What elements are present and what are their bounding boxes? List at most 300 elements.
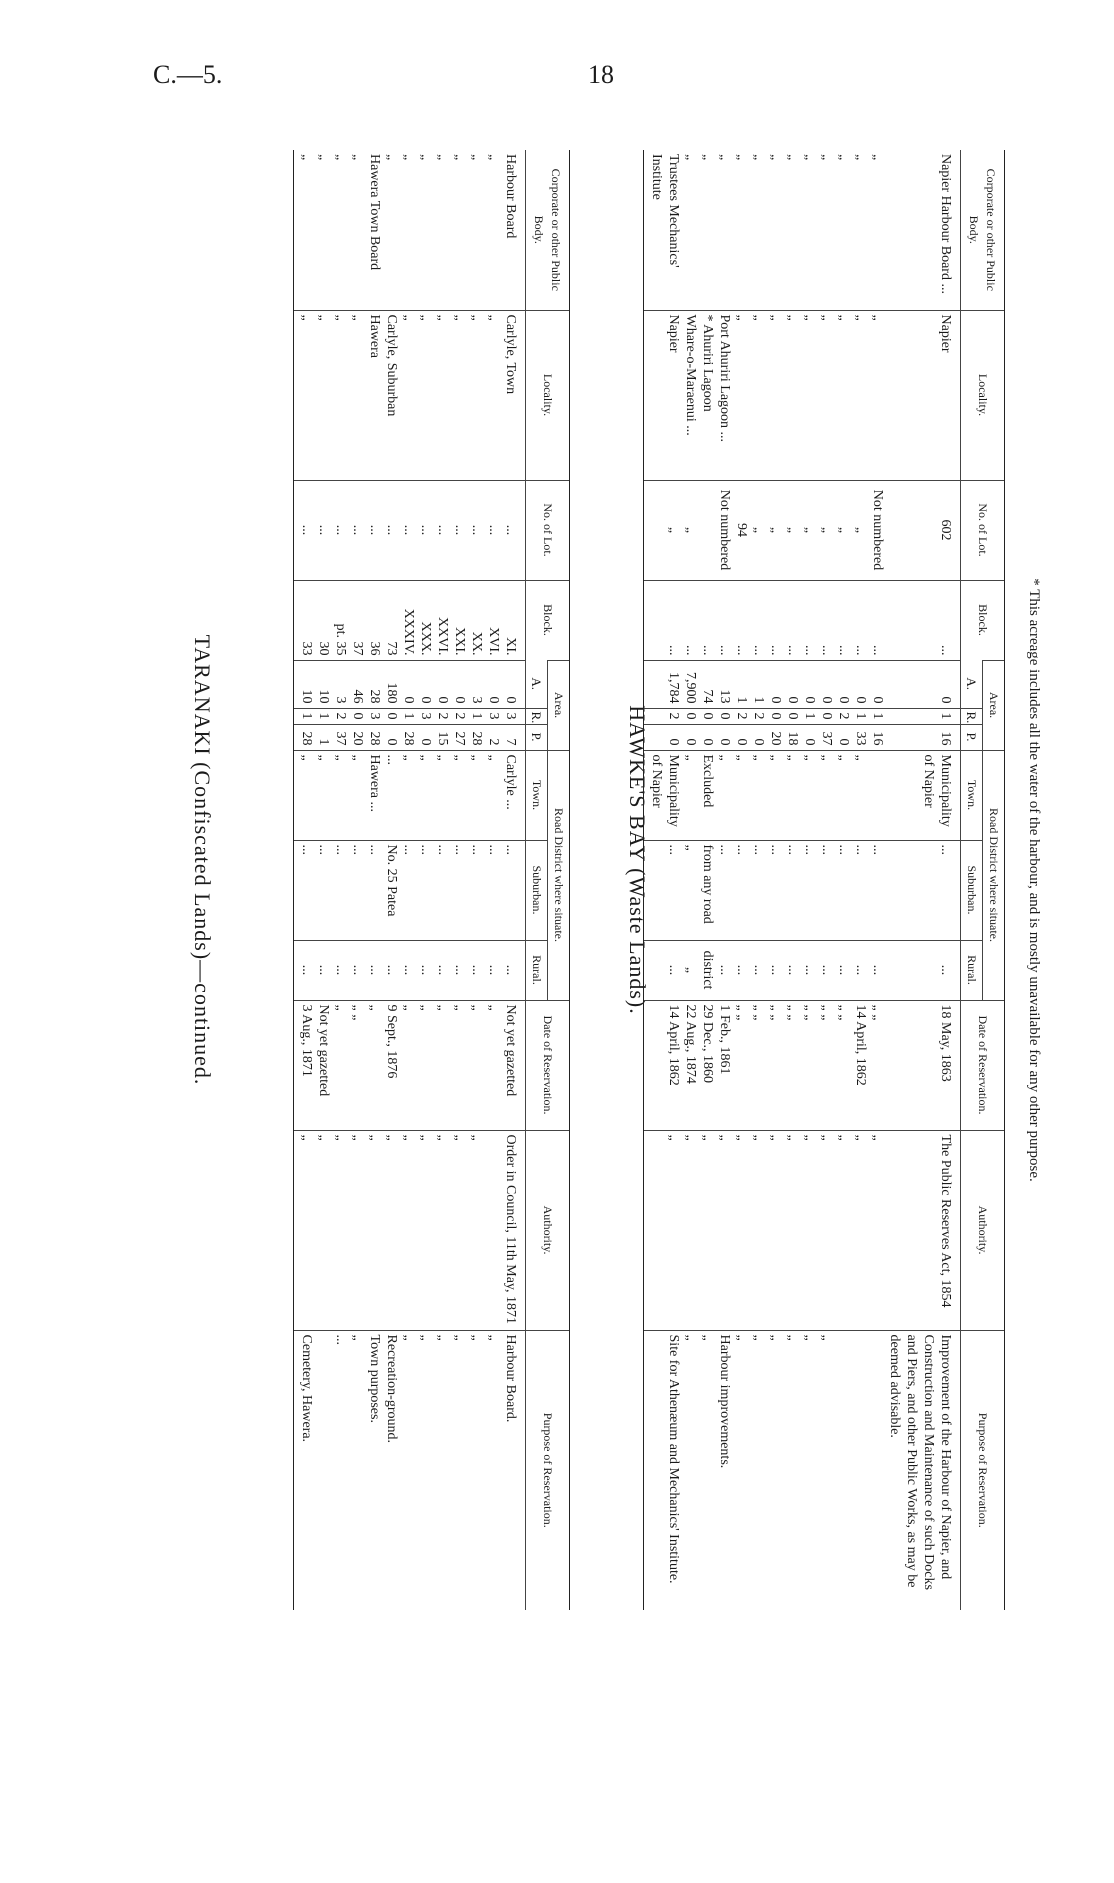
col-header-body: Corporate or other Public Body. [526,150,570,310]
table-row [400,150,417,1610]
cell-perches: 33 [852,724,869,750]
cell-block: ... [716,580,733,660]
cell-suburban: ... [366,840,383,940]
cell-purpose: Improvement of the Harbour of Napier, and Construction and Maintenance of such Docks and Piers, and other Public Works, as may be deemed advisable. [886,1330,961,1610]
cell-roods: 2 [750,708,767,724]
page-header-left: C.—5. [153,60,223,89]
cell-suburban: ... [417,840,434,940]
cell-purpose: „ [699,1330,716,1610]
table-body [644,150,961,1610]
cell-perches: 28 [366,724,383,750]
cell-purpose: Harbour improvements. [716,1330,733,1610]
cell-locality: „ [869,310,886,480]
cell-locality: „ [434,310,451,480]
cell-lot: ... [400,480,417,580]
table-row [315,150,332,1610]
cell-locality: Hawera [366,310,383,480]
col-header-authority: Authority. [526,1130,570,1330]
cell-rural: ... [332,940,349,1000]
cell-rural: „ [682,940,699,1000]
cell-date: „ [451,1000,468,1130]
table-row [784,150,801,1610]
cell-body: „ [452,154,467,161]
cell-purpose: Town purposes. [366,1330,383,1610]
cell-locality: „ [468,310,485,480]
cell-body: „ [333,154,348,161]
cell-town: Carlyle ... [502,750,526,840]
cell-authority: „ [434,1130,451,1330]
cell-lot: ... [417,480,434,580]
cell-date: „ [366,1000,383,1130]
cell-acres: 13 [716,660,733,708]
cell-perches: 0 [733,724,750,750]
table-row [644,150,683,1610]
cell-acres: 0 [852,660,869,708]
cell-perches: 15 [434,724,451,750]
cell-locality: Napier [886,310,961,480]
cell-authority: „ [682,1130,699,1330]
table-row [886,150,961,1610]
cell-acres: 1 [750,660,767,708]
cell-block: ... [767,580,784,660]
cell-suburban: ... [784,840,801,940]
cell-purpose: Recreation-ground. [383,1330,400,1610]
cell-suburban: ... [767,840,784,940]
cell-town: „ [733,750,750,840]
cell-rural: ... [784,940,801,1000]
cell-rural: ... [451,940,468,1000]
cell-date: „ [485,1000,502,1130]
cell-perches: 7 [502,724,526,750]
cell-block: ... [835,580,852,660]
table-row [502,150,526,1610]
cell-body: „ [819,154,834,161]
cell-authority: „ [767,1130,784,1330]
cell-purpose: „ [784,1330,801,1610]
cell-authority: „ [468,1130,485,1330]
cell-roods: 2 [733,708,750,724]
cell-body: Napier Harbour Board ... [938,154,953,294]
cell-purpose: „ [801,1330,818,1610]
header-row [548,150,570,1610]
table-row [835,150,852,1610]
cell-town: „ [716,750,733,840]
col-header-rural: Rural. [526,940,548,1000]
cell-date: 1 Feb., 1861 [716,1000,733,1130]
cell-purpose: „ [733,1330,750,1610]
footnote: * This acreage includes all the water of the harbour, and is mostly unavailable for any other purpose. [1026,578,1042,1182]
cell-town: „ [400,750,417,840]
cell-block: ... [733,580,750,660]
cell-suburban: ... [485,840,502,940]
cell-perches: 20 [349,724,366,750]
cell-acres: 0 [502,660,526,708]
cell-town [869,750,886,840]
table-row [417,150,434,1610]
cell-block: 30 [315,580,332,660]
cell-roods: 1 [886,708,961,724]
cell-town: Hawera ... [366,750,383,840]
cell-date: „ [400,1000,417,1130]
table-header [526,150,570,1610]
cell-locality: „ [733,310,750,480]
cell-rural: ... [852,940,869,1000]
cell-authority: „ [716,1130,733,1330]
cell-body: „ [700,154,715,161]
cell-lot: ... [294,480,316,580]
cell-acres: 0 [400,660,417,708]
col-header-suburban: Suburban. [526,840,548,940]
cell-rural: ... [485,940,502,1000]
cell-suburban: from any road [699,840,716,940]
cell-town: „ [801,750,818,840]
col-header-road-district: Road District where situate. [548,750,570,1000]
col-header-area: Area. [983,660,1005,750]
cell-locality: „ [485,310,502,480]
cell-authority: The Public Reserves Act, 1854 [886,1130,961,1330]
cell-lot: „ [682,480,699,580]
cell-roods: 1 [852,708,869,724]
cell-body: „ [350,154,365,161]
header-row [983,150,1005,1610]
cell-body: „ [418,154,433,161]
cell-date: „ „ [349,1000,366,1130]
cell-town: „ [835,750,852,840]
cell-locality: Carlyle, Town [502,310,526,480]
cell-town: „ [468,750,485,840]
cell-suburban: No. 25 Patea [383,840,400,940]
cell-acres: 0 [869,660,886,708]
cell-lot: „ [767,480,784,580]
col-header-body: Corporate or other Public Body. [961,150,1005,310]
cell-date: „ „ [733,1000,750,1130]
cell-roods: 0 [682,708,699,724]
cell-body: „ [294,150,316,310]
cell-suburban: ... [502,840,526,940]
cell-purpose [315,1330,332,1610]
cell-rural: ... [716,940,733,1000]
table-row [383,150,400,1610]
cell-rural: ... [400,940,417,1000]
cell-town: Excluded [699,750,716,840]
cell-perches: 28 [400,724,417,750]
cell-date: „ [332,1000,349,1130]
cell-locality: „ [332,310,349,480]
col-header-suburban: Suburban. [961,840,983,940]
cell-authority: „ [733,1130,750,1330]
cell-perches: 28 [294,724,316,750]
cell-rural: ... [417,940,434,1000]
cell-locality: „ [417,310,434,480]
cell-lot: ... [485,480,502,580]
cell-block: ... [869,580,886,660]
col-header-acres: A. [961,660,983,708]
cell-body: „ [316,154,331,161]
cell-roods: 0 [699,708,716,724]
cell-perches: 37 [332,724,349,750]
cell-date: 9 Sept., 1876 [383,1000,400,1130]
table-row [869,150,886,1610]
cell-block: ... [818,580,835,660]
cell-perches: 0 [383,724,400,750]
cell-lot: ... [434,480,451,580]
cell-block: ... [852,580,869,660]
cell-locality: Whare-o-Maraenui ... [682,310,699,480]
cell-rural: ... [366,940,383,1000]
cell-purpose: „ [485,1330,502,1610]
section-title-hawkes-bay: HAWKE'S BAY (Waste Lands). [625,705,650,1015]
cell-lot: 602 [886,480,961,580]
cell-authority: „ [383,1130,400,1330]
cell-rural: ... [315,940,332,1000]
table-body [294,150,526,1610]
cell-town: „ [451,750,468,840]
cell-suburban: ... [835,840,852,940]
cell-authority: „ [818,1130,835,1330]
cell-lot: „ [750,480,767,580]
cell-perches: 0 [750,724,767,750]
hawkes-bay-table [643,150,1005,1610]
cell-acres: 7,900 [682,660,699,708]
cell-roods: 0 [818,708,835,724]
cell-perches: 0 [835,724,852,750]
cell-acres: 10 [315,660,332,708]
cell-rural: ... [294,940,316,1000]
table-row [468,150,485,1610]
cell-acres: 46 [349,660,366,708]
cell-lot: „ [835,480,852,580]
cell-block: ... [784,580,801,660]
cell-authority: „ [784,1130,801,1330]
cell-lot: ... [332,480,349,580]
cell-lot: ... [502,480,526,580]
cell-body: „ [384,154,399,161]
cell-body: „ [870,154,885,161]
col-header-purpose: Purpose of Reservation. [961,1330,1005,1610]
cell-body: „ [768,154,783,161]
cell-body: „ [486,154,501,161]
cell-block: ... [682,580,699,660]
cell-body: Harbour Board [503,154,518,239]
cell-purpose: Site for Athenæum and Mechanics' Institute. [644,1330,683,1610]
cell-date: „ „ [835,1000,852,1130]
cell-block: 36 [366,580,383,660]
cell-lot: „ [801,480,818,580]
cell-acres: 1 [733,660,750,708]
cell-perches: 27 [451,724,468,750]
cell-authority: „ [400,1130,417,1330]
cell-suburban: ... [750,840,767,940]
cell-roods: 1 [468,708,485,724]
cell-perches: 0 [716,724,733,750]
col-header-rural: Rural. [961,940,983,1000]
table-row [852,150,869,1610]
cell-date: „ „ [869,1000,886,1130]
cell-date: „ [468,1000,485,1130]
cell-perches: 0 [644,724,683,750]
cell-purpose: „ [434,1330,451,1610]
cell-date: „ „ [750,1000,767,1130]
cell-locality: „ [801,310,818,480]
col-header-roods: R. [526,708,548,724]
cell-body: „ [401,154,416,161]
cell-body: „ [734,154,749,161]
cell-rural: ... [468,940,485,1000]
cell-date: 14 April, 1862 [852,1000,869,1130]
cell-acres: 0 [485,660,502,708]
cell-date: 14 April, 1862 [644,1000,683,1130]
cell-purpose: „ [451,1330,468,1610]
cell-authority: „ [315,1130,332,1330]
cell-date: „ „ [784,1000,801,1130]
cell-locality: „ [400,310,417,480]
cell-authority: „ [801,1130,818,1330]
cell-purpose: „ [468,1330,485,1610]
cell-town: „ [750,750,767,840]
cell-acres: 0 [818,660,835,708]
cell-acres: 0 [886,660,961,708]
cell-authority: „ [699,1130,716,1330]
cell-town: „ [485,750,502,840]
cell-roods: 1 [801,708,818,724]
cell-perches: 37 [818,724,835,750]
col-header-block: Block. [961,580,1005,660]
cell-authority: „ [750,1130,767,1330]
cell-locality: „ [451,310,468,480]
cell-body: „ [435,154,450,161]
cell-town: „ [349,750,366,840]
cell-suburban: ... [349,840,366,940]
col-header-perches: P. [526,724,548,750]
cell-town: „ [852,750,869,840]
cell-suburban: ... [644,840,683,940]
cell-suburban: ... [852,840,869,940]
cell-suburban: ... [886,840,961,940]
cell-purpose: Harbour Board. [502,1330,526,1610]
cell-roods: 2 [644,708,683,724]
cell-locality: „ [835,310,852,480]
col-header-town: Town. [526,750,548,840]
cell-acres: 28 [366,660,383,708]
table-header [961,150,1005,1610]
cell-body: „ [785,154,800,161]
cell-suburban: ... [294,840,316,940]
cell-date: „ „ [818,1000,835,1130]
cell-lot: „ [784,480,801,580]
cell-lot: Not numbered [869,480,886,580]
cell-acres: 3 [332,660,349,708]
cell-rural: ... [349,940,366,1000]
cell-roods: 3 [502,708,526,724]
cell-purpose: „ [349,1330,366,1610]
table-row [767,150,784,1610]
cell-rural: ... [869,940,886,1000]
page-number: 18 [588,60,614,89]
cell-acres: 0 [434,660,451,708]
cell-body: „ [853,154,868,161]
col-header-area: Area. [548,660,570,750]
cell-lot: „ [852,480,869,580]
cell-date: „ [434,1000,451,1130]
cell-roods: 2 [451,708,468,724]
cell-suburban: ... [801,840,818,940]
cell-authority: Order in Council, 11th May, 1871 [502,1130,526,1330]
cell-perches: 0 [682,724,699,750]
cell-rural: ... [644,940,683,1000]
cell-town: „ [315,750,332,840]
cell-block: pt. 35 [332,580,349,660]
cell-suburban: ... [434,840,451,940]
cell-date: „ „ [767,1000,784,1130]
cell-town: ... [383,750,400,840]
cell-block: XVI. [485,580,502,660]
cell-roods: 3 [417,708,434,724]
cell-purpose: „ [400,1330,417,1610]
table-row [434,150,451,1610]
cell-body: „ [751,154,766,161]
cell-block: XXX. [417,580,434,660]
col-header-town: Town. [961,750,983,840]
col-header-date: Date of Reservation. [961,1000,1005,1130]
cell-suburban: ... [869,840,886,940]
cell-lot: ... [451,480,468,580]
cell-authority: „ [332,1130,349,1330]
cell-locality: Napier [644,310,683,480]
cell-rural: ... [383,940,400,1000]
cell-lot: 94 [733,480,750,580]
cell-suburban: ... [315,840,332,940]
cell-suburban: ... [332,840,349,940]
cell-purpose: Cemetery, Hawera. [294,1330,316,1610]
cell-acres: 0 [801,660,818,708]
table-row [682,150,699,1610]
cell-block: XXVI. [434,580,451,660]
cell-locality: „ [294,310,316,480]
cell-authority: „ [294,1130,316,1330]
table-row [818,150,835,1610]
cell-block: XXXIV. [400,580,417,660]
table-row [366,150,383,1610]
cell-body: Hawera Town Board [367,154,382,271]
cell-rural: ... [767,940,784,1000]
cell-roods: 0 [784,708,801,724]
cell-locality: „ [767,310,784,480]
cell-suburban: ... [818,840,835,940]
cell-suburban: ... [716,840,733,940]
cell-town: „ [682,750,699,840]
cell-town: „ [417,750,434,840]
cell-block: ... [644,580,683,660]
cell-roods: 0 [349,708,366,724]
cell-authority: „ [852,1130,869,1330]
cell-body: „ [836,154,851,161]
cell-purpose: „ [818,1330,835,1610]
cell-date: Not yet gazetted [315,1000,332,1130]
cell-block: ... [699,580,716,660]
cell-date: 29 Dec., 1860 [699,1000,716,1130]
cell-acres: 1,784 [644,660,683,708]
cell-authority: „ [835,1130,852,1330]
cell-town: Municipality of Napier [644,750,683,840]
table-row [485,150,502,1610]
taranaki-table [293,150,570,1610]
cell-suburban: „ [682,840,699,940]
cell-roods: 2 [434,708,451,724]
cell-lot: ... [468,480,485,580]
table-row [699,150,716,1610]
cell-purpose [869,1330,886,1610]
cell-rural: ... [502,940,526,1000]
